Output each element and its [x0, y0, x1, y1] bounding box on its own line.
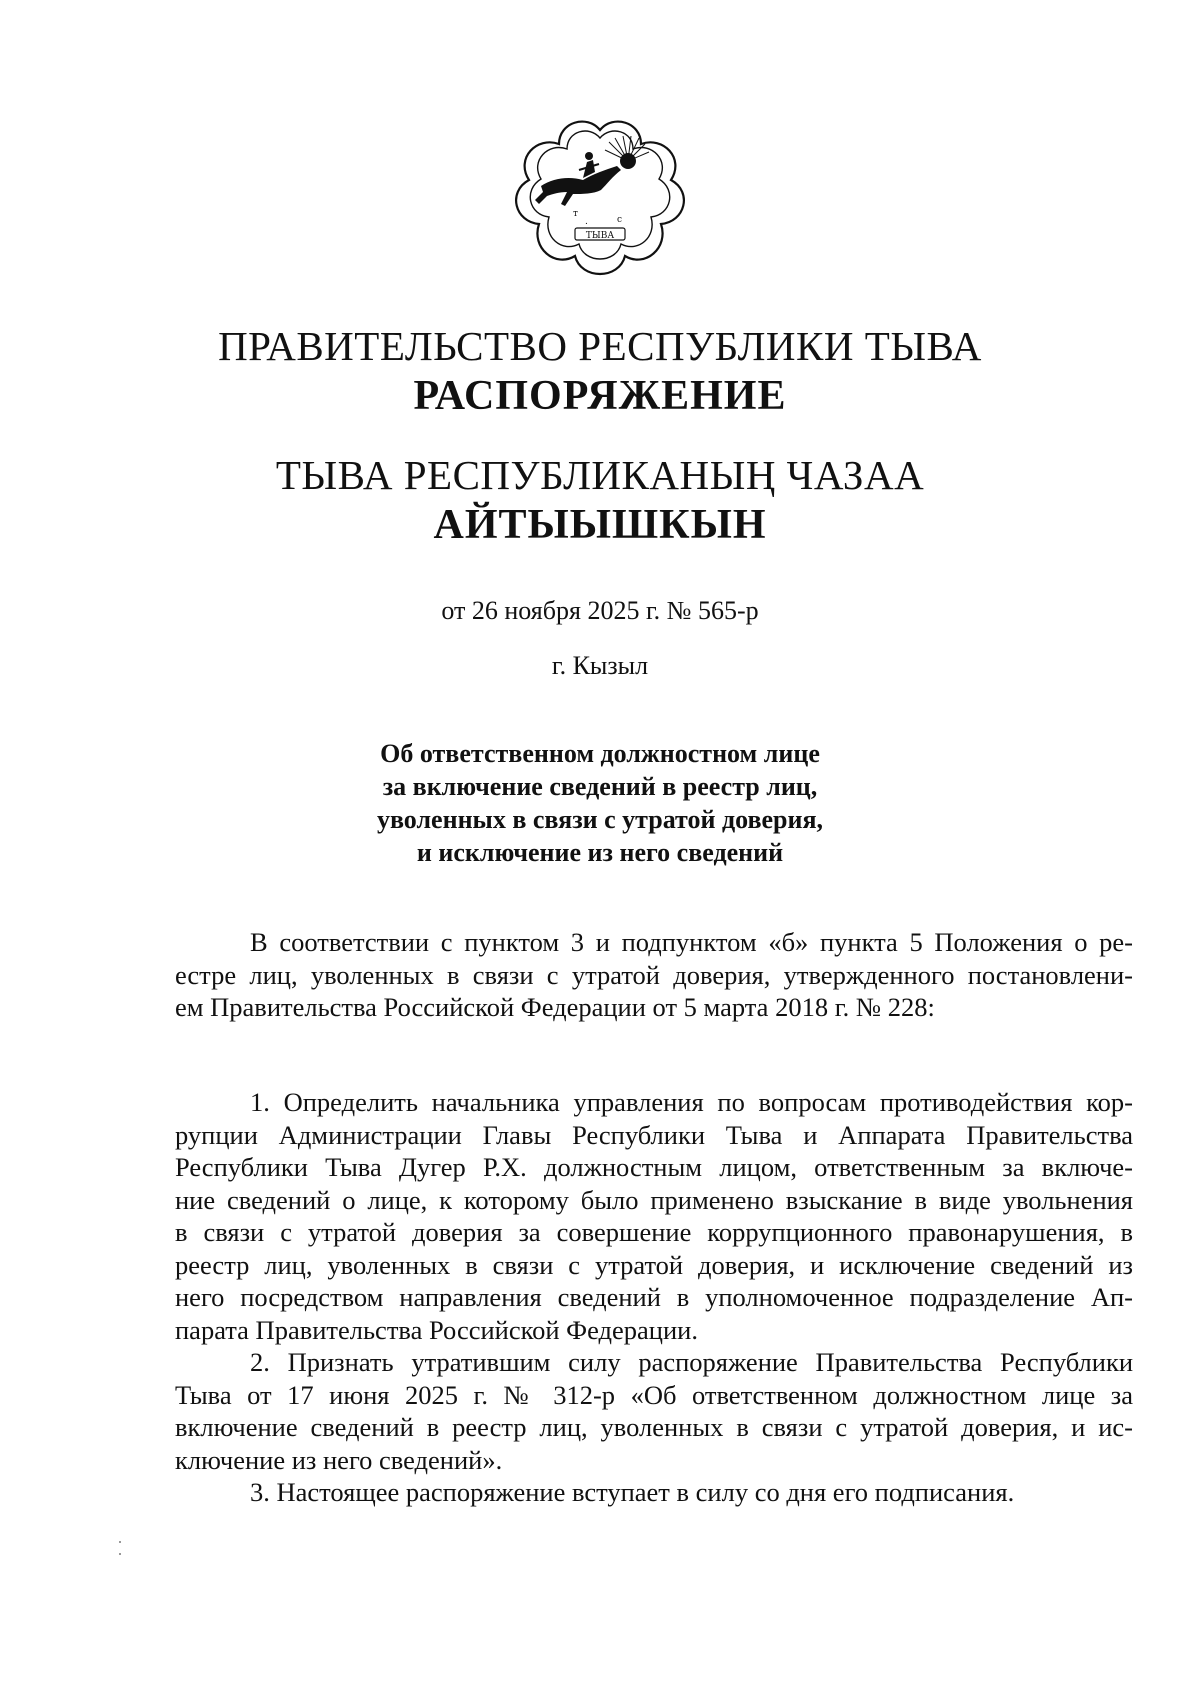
- subject-line: и исключение из него сведений: [416, 838, 784, 867]
- svg-text:т: т: [573, 209, 578, 219]
- text-line: парата Правительства Российской Федерации.: [175, 1314, 698, 1345]
- svg-text:с: с: [617, 215, 623, 225]
- text-line: ние сведений о лице, к которому было применено взыскание в виде увольнения: [175, 1184, 1133, 1215]
- preamble-paragraph: [175, 926, 1133, 1024]
- document-type-ru: РАСПОРЯЖЕНИЕ: [413, 373, 787, 419]
- scan-speck: [119, 1541, 121, 1543]
- svg-text:.: .: [585, 217, 588, 227]
- text-line: естре лиц, уволенных в связи с утратой доверия, утвержденного постановлени-: [175, 959, 1133, 990]
- text-line: реестр лиц, уволенных в связи с утратой доверия, и исключение сведений из: [175, 1249, 1133, 1280]
- item-2-paragraph: [175, 1346, 1133, 1476]
- scan-speck: [119, 1553, 121, 1555]
- subject-line: Об ответственном должностном лице: [380, 739, 820, 768]
- emblem-of-tyva: [513, 120, 687, 285]
- government-title-tyv: ТЫВА РЕСПУБЛИКАНЫҢ ЧАЗАА: [275, 452, 925, 498]
- text-line: 2. Признать утратившим силу распоряжение Правительства Республики: [250, 1347, 1133, 1377]
- text-line: Тыва от 17 июня 2025 г. № 312-р «Об ответственном должностном лице за: [175, 1379, 1133, 1410]
- text-line: Республики Тыва Дугер Р.Х. должностным лицом, ответственным за включе-: [175, 1152, 1133, 1182]
- text-line: него посредством направления сведений в уполномоченное подразделение Ап-: [175, 1282, 1133, 1312]
- subject-line: уволенных в связи с утратой доверия,: [376, 805, 824, 834]
- text-line: ем Правительства Российской Федерации от 5 марта 2018 г. № 228:: [175, 992, 935, 1022]
- text-line: 1. Определить начальника управления по вопросам противодействия кор-: [250, 1087, 1133, 1117]
- item-1-paragraph: [175, 1086, 1133, 1346]
- text-line: включение сведений в реестр лиц, уволенных в связи с утратой доверия, и ис-: [175, 1412, 1133, 1442]
- text-line: в связи с утратой доверия за совершение коррупционного правонарушения, в: [175, 1217, 1133, 1247]
- svg-text:ТЫВА: ТЫВА: [585, 231, 615, 241]
- text-line: В соответствии с пунктом 3 и подпунктом «б» пункта 5 Положения о ре-: [250, 927, 1133, 957]
- document-date-number: от 26 ноября 2025 г. № 565-р: [441, 596, 759, 625]
- text-line: 3. Настоящее распоряжение вступает в силу со дня его подписания.: [250, 1477, 1015, 1507]
- document-city: г. Кызыл: [551, 651, 649, 680]
- subject-line: за включение сведений в реестр лиц,: [382, 772, 818, 801]
- document-type-tyv: АЙТЫЫШКЫН: [433, 502, 767, 548]
- item-3-paragraph: [175, 1476, 1133, 1509]
- document-subject: [0, 737, 1200, 869]
- text-line: рупции Администрации Главы Республики Тыва и Аппарата Правительства: [175, 1119, 1133, 1150]
- text-line: ключение из него сведений».: [175, 1444, 503, 1475]
- government-title-ru: ПРАВИТЕЛЬСТВО РЕСПУБЛИКИ ТЫВА: [218, 323, 982, 369]
